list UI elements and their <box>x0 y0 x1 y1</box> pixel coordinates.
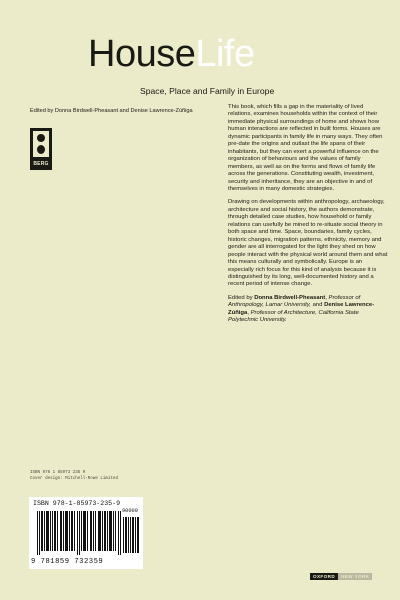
barcode-ean-text: 9 781859 732359 <box>31 558 104 566</box>
isbn-small-line: ISBN 978 1 85973 235 9 <box>30 471 86 475</box>
barcode-bars-icon <box>37 511 121 555</box>
barcode-addon-text: 90000 <box>122 508 138 514</box>
editor-credits: Edited by Donna Birdwell-Pheasant, Professor of Anthropology, Lamar University, and Denise Lawrence-Zúñiga, Professor of Architecture, California State Polytechnic University. <box>228 294 375 324</box>
title-word-house: House <box>88 33 196 75</box>
editor-2-name: Denise Lawrence-Zúñiga <box>228 302 375 316</box>
berg-logo-icon <box>30 128 52 170</box>
editor-1-name: Donna Birdwell-Pheasant <box>254 294 326 301</box>
editor-1-role: Professor of Anthropology, Lamar University, <box>228 294 361 309</box>
title-word-life: Life <box>195 33 255 75</box>
berg-logo-text: BERG <box>33 161 49 167</box>
imprint-oxford: OXFORD <box>310 573 338 580</box>
barcode <box>29 497 143 569</box>
imprint-newyork: NEW YORK <box>338 573 372 580</box>
book-title <box>88 34 255 74</box>
editors-line: Edited by Donna Birdwell-Pheasant and Denise Lawrence-Zúñiga <box>30 108 193 114</box>
blurb-column <box>228 104 388 331</box>
barcode-isbn-text: ISBN 978-1-85973-235-9 <box>33 500 121 507</box>
credits-joiner: and <box>312 302 323 309</box>
imprint-badge <box>310 573 372 580</box>
editor-2-role: Professor of Architecture, California State Polytechnic University. <box>228 309 359 324</box>
blurb-paragraph-1: This book, which fills a gap in the materiality of lived relations, examines households within the context of their immediate physical surroundings of home and shows how human interactions are reflected in built forms. Houses are dynamic participants in family life in many ways. They often pre-date the origins and outlast the life spans of their inhabitants, but they can exert a powerful influence on the organization of behaviours and the values of family members, as well as on the forms and flows of family life across the generations. Constituting wealth, investment, security and inheritance, they are an objective in and of themselves in many domestic strategies. <box>228 104 383 192</box>
credits-prefix: Edited by <box>228 294 253 301</box>
cover-design-line: Cover design: Mitchell-Rowe Limited <box>30 476 118 481</box>
isbn-small-block <box>30 471 118 483</box>
blurb-paragraph-2: Drawing on developments within anthropology, archaeology, architecture and social history, the authors demonstrate, through detailed case studies, how household or family relations can usefully be mined to re-situate social theory in both space and time. Space, boundaries, family cycles, historic changes, migration patterns, ethnicity, memory and gender are all interrogated for the light they shed on how people interact with the physical world around them and what this means culturally and symbolically. Europe is an especially rich focus for this kind of analysis because it is distinguished by its long, well-documented history and a recent period of intense change. <box>228 199 388 288</box>
barcode-addon-bars-icon <box>123 517 139 553</box>
book-subtitle: Space, Place and Family in Europe <box>140 86 275 96</box>
berg-mark-icon <box>33 131 49 157</box>
